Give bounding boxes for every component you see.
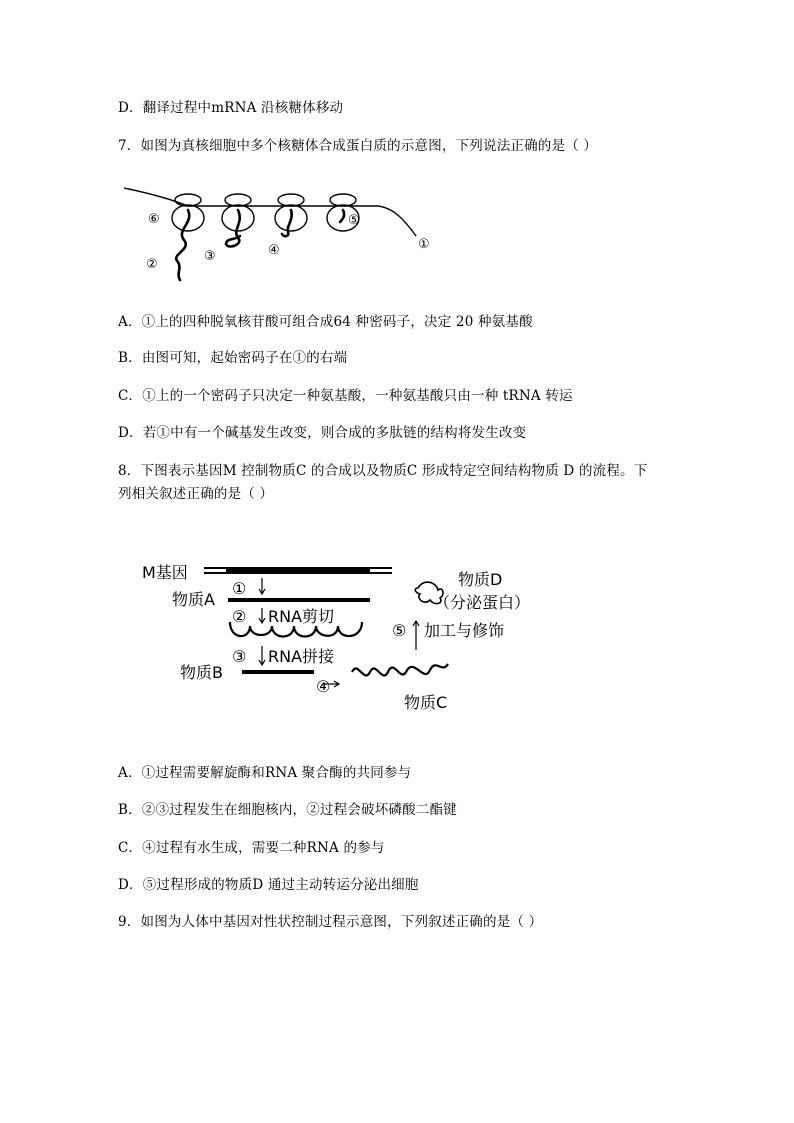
- label-substance-b: 物质B: [180, 663, 223, 682]
- peptide-chain-4: [340, 210, 344, 222]
- label-step2: ②: [232, 607, 247, 626]
- label-rna-splice: RNA拼接: [268, 647, 335, 666]
- label-1: ①: [418, 237, 430, 252]
- ribosome-3-small: [278, 194, 304, 206]
- label-6: ⑥: [148, 212, 160, 227]
- peptide-chain-1: [176, 210, 189, 280]
- label-4: ④: [268, 243, 280, 258]
- label-substance-a: 物质A: [172, 590, 215, 609]
- substance-b-bar: [242, 670, 314, 674]
- q8-gene-expression-figure: [138, 560, 578, 720]
- ribosome-2-small: [225, 194, 251, 206]
- q7-stem: 7．如图为真核细胞中多个核糖体合成蛋白质的示意图，下列说法正确的是（ ）: [118, 138, 598, 154]
- label-3: ③: [204, 249, 216, 264]
- q6-option-d: D．翻译过程中mRNA 沿核糖体移动: [118, 100, 344, 116]
- label-step4: ④: [316, 677, 331, 696]
- gene-m-bar: [204, 567, 392, 574]
- ribosome-1-small: [175, 194, 201, 206]
- q9-stem: 9．如图为人体中基因对性状控制过程示意图，下列叙述正确的是（ ）: [118, 914, 543, 930]
- q8-stem-line1: 8．下图表示基因M 控制物质C 的合成以及物质C 形成特定空间结构物质 D 的流程。下: [118, 463, 648, 479]
- q7-option-d: D．若①中有一个碱基发生改变，则合成的多肽链的结构将发生改变: [118, 425, 527, 441]
- q8-option-a: A．①过程需要解旋酶和RNA 聚合酶的共同参与: [118, 765, 412, 781]
- label-process: 加工与修饰: [424, 621, 505, 640]
- mrna-strand: [124, 188, 416, 236]
- label-substance-d: 物质D: [458, 570, 503, 589]
- label-5: ⑤: [348, 213, 360, 228]
- label-2: ②: [146, 257, 158, 272]
- q8-option-b: B．②③过程发生在细胞核内，②过程会破坏磷酸二酯键: [118, 802, 457, 818]
- substance-a-bar: [228, 598, 370, 602]
- q8-option-c: C．④过程有水生成，需要二种RNA 的参与: [118, 840, 385, 856]
- label-gene-m: M基因: [142, 563, 188, 582]
- q7-option-b: B．由图可知，起始密码子在①的右端: [118, 350, 348, 366]
- label-secreted: （分泌蛋白）: [434, 593, 531, 612]
- q7-option-c: C．①上的一个密码子只决定一种氨基酸，一种氨基酸只由一种 tRNA 转运: [118, 388, 573, 404]
- ribosome-4-small: [330, 194, 356, 206]
- q7-option-a: A．①上的四种脱氧核苷酸可组合成64 种密码子，决定 20 种氨基酸: [118, 314, 533, 330]
- label-substance-c: 物质C: [404, 693, 448, 712]
- q8-option-d: D．⑤过程形成的物质D 通过主动转运分泌出细胞: [118, 877, 419, 893]
- label-step5: ⑤: [392, 621, 407, 640]
- q8-stem-line2: 列相关叙述正确的是（ ）: [118, 486, 274, 502]
- q7-polyribosome-figure: [118, 178, 448, 283]
- substance-c-chain: [352, 664, 448, 675]
- label-rna-cut: RNA剪切: [268, 607, 335, 626]
- label-step3: ③: [232, 647, 247, 666]
- label-step1: ①: [232, 579, 247, 598]
- peptide-chain-3: [282, 210, 292, 236]
